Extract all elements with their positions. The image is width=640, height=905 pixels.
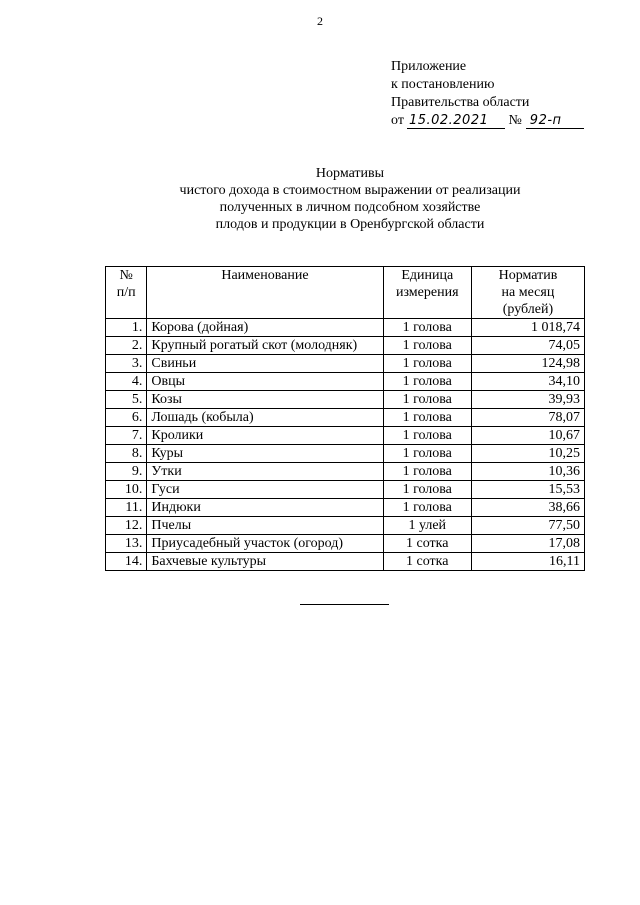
row-unit: 1 голова [383,319,471,337]
row-name: Крупный рогатый скот (молодняк) [147,337,383,355]
row-unit: 1 голова [383,373,471,391]
header-norm-line-1: Норматив [498,268,558,283]
row-name: Кролики [147,427,383,445]
row-num: 8. [106,445,147,463]
row-unit: 1 улей [383,517,471,535]
norms-table [105,266,585,571]
row-norm: 39,93 [471,391,584,409]
header-num [106,267,147,319]
table-row [106,319,585,337]
table-row [106,409,585,427]
row-num: 9. [106,463,147,481]
header-name [147,267,383,319]
appendix-line-3: Правительства области [391,95,530,110]
row-name: Гуси [147,481,383,499]
header-num-line-2: п/п [116,285,136,300]
row-num: 4. [106,373,147,391]
row-num: 5. [106,391,147,409]
row-unit: 1 голова [383,445,471,463]
handwritten-number: 92-п [526,114,584,129]
table-row [106,553,585,571]
header-norm-line-3: (рублей) [502,302,554,317]
row-norm: 34,10 [471,373,584,391]
row-name: Утки [147,463,383,481]
appendix-line-2: к постановлению [391,77,495,92]
row-unit: 1 голова [383,355,471,373]
appendix-line-1: Приложение [391,59,467,74]
row-num: 6. [106,409,147,427]
row-name: Пчелы [147,517,383,535]
row-name: Приусадебный участок (огород) [147,535,383,553]
row-name: Корова (дойная) [147,319,383,337]
table-row [106,427,585,445]
end-divider [300,604,389,605]
row-norm: 77,50 [471,517,584,535]
table-row [106,445,585,463]
header-name-text: Наименование [221,268,309,283]
row-unit: 1 сотка [383,553,471,571]
row-unit: 1 голова [383,481,471,499]
row-num: 14. [106,553,147,571]
title-line-1: Нормативы [315,166,385,181]
table-row [106,481,585,499]
title-line-4: плодов и продукции в Оренбургской области [215,217,485,232]
row-name: Индюки [147,499,383,517]
appendix-block [391,58,621,130]
document-title [0,165,640,233]
row-unit: 1 голова [383,391,471,409]
table-row [106,535,585,553]
row-norm: 124,98 [471,355,584,373]
row-norm: 15,53 [471,481,584,499]
row-num: 3. [106,355,147,373]
row-norm: 16,11 [471,553,584,571]
row-name: Козы [147,391,383,409]
title-line-2: чистого дохода в стоимостном выражении от реализации [179,183,521,198]
table-row [106,337,585,355]
row-norm: 74,05 [471,337,584,355]
handwritten-date: 15.02.2021 [407,114,505,129]
header-num-line-1: № [119,268,133,283]
row-name: Куры [147,445,383,463]
row-num: 1. [106,319,147,337]
row-norm: 17,08 [471,535,584,553]
date-prefix: от [391,113,404,128]
table-row [106,517,585,535]
row-num: 13. [106,535,147,553]
row-norm: 10,25 [471,445,584,463]
row-unit: 1 сотка [383,535,471,553]
header-norm [471,267,584,319]
appendix-date-line [391,112,621,130]
row-name: Бахчевые культуры [147,553,383,571]
table-row [106,373,585,391]
table-row [106,391,585,409]
row-unit: 1 голова [383,409,471,427]
row-norm: 1 018,74 [471,319,584,337]
header-unit-line-1: Единица [401,268,454,283]
table-header-row [106,267,585,319]
row-num: 12. [106,517,147,535]
page-number: 2 [317,14,323,28]
table-row [106,355,585,373]
row-num: 2. [106,337,147,355]
header-unit [383,267,471,319]
row-name: Лошадь (кобыла) [147,409,383,427]
row-name: Свиньи [147,355,383,373]
row-num: 11. [106,499,147,517]
table-row [106,463,585,481]
row-unit: 1 голова [383,463,471,481]
title-line-3: полученных в личном подсобном хозяйстве [219,200,481,215]
row-norm: 38,66 [471,499,584,517]
table-row [106,499,585,517]
header-unit-line-2: измерения [395,285,459,300]
row-name: Овцы [147,373,383,391]
row-num: 7. [106,427,147,445]
row-norm: 10,36 [471,463,584,481]
row-num: 10. [106,481,147,499]
row-unit: 1 голова [383,427,471,445]
number-prefix: № [508,113,522,128]
row-norm: 10,67 [471,427,584,445]
row-unit: 1 голова [383,499,471,517]
row-norm: 78,07 [471,409,584,427]
header-norm-line-2: на месяц [501,285,555,300]
row-unit: 1 голова [383,337,471,355]
